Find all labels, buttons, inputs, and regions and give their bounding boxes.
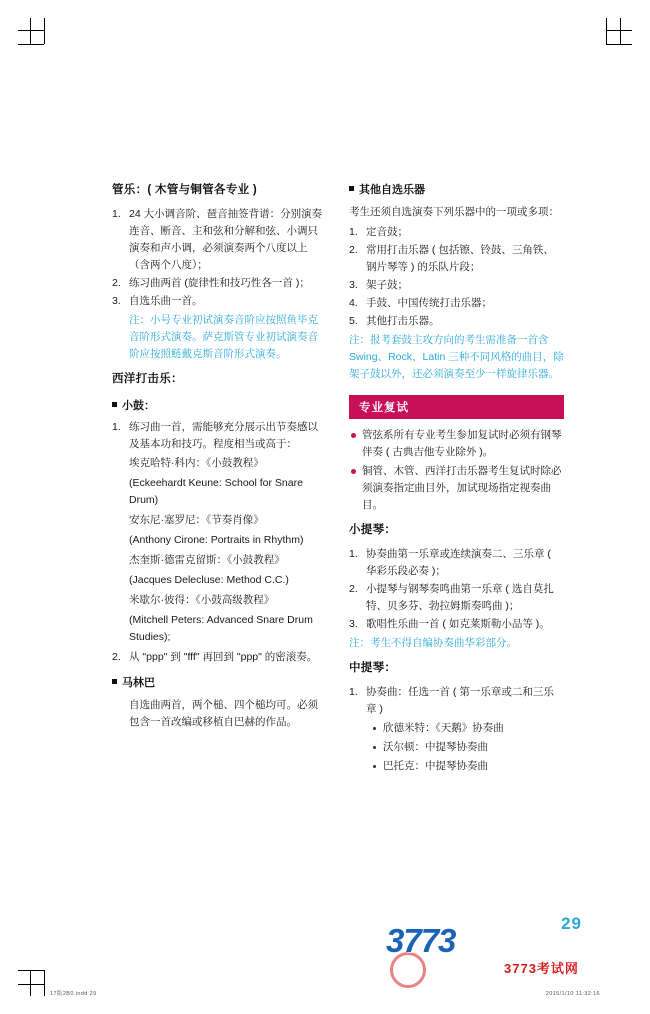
viola-concerto-options: [349, 720, 564, 775]
reference-line: 埃克哈特·科内：《小鼓教程》: [129, 457, 264, 469]
retest-bullet-list: [349, 427, 564, 514]
heading-violin: 小提琴：: [349, 523, 397, 536]
list-number: 2.: [349, 243, 358, 256]
heading-viola: 中提琴：: [349, 661, 397, 674]
list-item: [349, 295, 564, 312]
snare-requirements-list: [112, 419, 327, 453]
list-text: 练习曲一首，需能够充分展示出节奏感以及基本功和技巧。程度相当或高于：: [129, 421, 318, 450]
crop-mark-top-left-h: [18, 44, 44, 45]
list-number: 4.: [349, 296, 358, 309]
watermark-main-text: 3773: [386, 922, 456, 959]
right-column: [349, 182, 564, 777]
left-column: [112, 182, 327, 777]
crop-mark-top-right-v: [606, 18, 607, 44]
list-number: 1.: [349, 686, 358, 698]
heading-snare-drum: [112, 398, 327, 415]
crop-mark-top-right-h: [606, 44, 632, 45]
list-number: 3.: [349, 278, 358, 291]
crop-mark-top-right-h2: [606, 30, 632, 31]
list-number: 3.: [349, 617, 358, 630]
list-text: 常用打击乐器 ( 包括镲、铃鼓、三角铁、钢片琴等 ) 的乐队片段；: [366, 243, 554, 273]
watermark-sub-text: 3773考试网: [504, 961, 579, 976]
square-bullet-icon: [349, 186, 354, 191]
note-percussion: 注：报考套鼓主攻方向的考生需准备一首含 Swing、Rock、Latin 三种不同风格的曲目，除架子鼓以外，还必须演奏至少一样旋律乐器。: [349, 333, 564, 380]
reference-line: (Anthony Cirone: Portraits in Rhythm): [129, 534, 304, 546]
list-item: [112, 275, 327, 292]
list-item: [349, 224, 564, 241]
list-text: 自选乐曲一首。: [129, 295, 203, 308]
list-item: 管弦系所有专业考生参加复试时必须有钢琴伴奏 ( 古典吉他专业除外 )。: [349, 427, 564, 461]
footer-file-label: 17版2B0.indd 29: [50, 991, 97, 997]
list-item: [112, 293, 327, 310]
list-number: 2.: [112, 277, 121, 290]
crop-mark-top-left-v2: [30, 18, 31, 44]
heading-wind-instruments: 管乐：( 木管与铜管各专业 ): [112, 184, 258, 196]
snare-reference-list: [112, 455, 327, 646]
note-violin: 注：考生不得自编协奏曲华彩部分。: [349, 636, 517, 649]
list-item: 铜管、木管、西洋打击乐器考生复试时除必须演奏指定曲目外，加试现场指定视奏曲目。: [349, 463, 564, 514]
list-number: 1.: [349, 547, 358, 560]
crop-mark-bottom-left-h: [18, 970, 44, 971]
list-item: [349, 313, 564, 330]
heading-marimba-label: 马林巴: [122, 677, 155, 689]
heading-marimba: [112, 675, 327, 692]
list-item: [349, 616, 564, 633]
list-number: 1.: [349, 225, 358, 238]
list-item: [112, 649, 327, 666]
list-item: [349, 546, 564, 580]
list-text: 协奏曲：任选一首 ( 第一乐章或二和三乐章 ): [366, 686, 554, 715]
list-number: 2.: [349, 582, 358, 595]
page-number: 29: [561, 914, 582, 933]
crop-mark-bottom-left-h2: [18, 984, 44, 985]
footer-timestamp: 2015/1/10 11:32:16: [545, 991, 600, 997]
other-instruments-intro: 考生还须自选演奏下列乐器中的一项或多项：: [349, 205, 559, 218]
list-text: 手鼓、中国传统打击乐器；: [366, 296, 492, 309]
reference-line: 米歇尔·彼得：《小鼓高级教程》: [129, 594, 275, 606]
list-number: 2.: [112, 651, 121, 663]
list-text: 架子鼓；: [366, 278, 408, 291]
list-text: 24 大小调音阶、琶音抽签背谱：分别演奏连音、断音、主和弦和分解和弦、小调只演奏和声小调，必须演奏两个八度以上（含两个八度）；: [129, 208, 323, 272]
crop-mark-bottom-left-v: [44, 970, 45, 996]
crop-mark-top-right-v2: [620, 18, 621, 44]
list-item: [349, 277, 564, 294]
list-number: 1.: [112, 208, 121, 221]
watermark-ring-icon: [390, 952, 426, 988]
list-text: 协奏曲第一乐章或连续演奏二、三乐章 ( 华彩乐段必奏 )；: [366, 547, 551, 577]
list-text: 从 "ppp" 到 "fff" 再回到 "ppp" 的密滚奏。: [129, 651, 318, 663]
list-item: [349, 242, 564, 276]
crop-mark-top-left-h2: [18, 30, 44, 31]
list-number: 1.: [112, 421, 121, 433]
list-number: 5.: [349, 314, 358, 327]
list-item: 沃尔顿：中提琴协奏曲: [373, 739, 564, 756]
reference-line: (Eckeehardt Keune: School for Snare Drum): [129, 477, 303, 506]
heading-percussion: 西洋打击乐：: [112, 373, 183, 386]
list-text: 练习曲两首 (旋律性和技巧性各一首 )；: [129, 277, 310, 290]
crop-mark-top-left-v: [44, 18, 45, 44]
section-band-retest: 专业复试: [349, 395, 564, 419]
wind-requirements-list: [112, 206, 327, 310]
list-text: 小提琴与钢琴奏鸣曲第一乐章 ( 选自莫扎特、贝多芬、勃拉姆斯奏鸣曲 )；: [366, 582, 554, 612]
list-text: 歌唱性乐曲一首 ( 如克莱斯勒小品等 )。: [366, 617, 550, 630]
list-item: [349, 581, 564, 615]
list-item: [349, 684, 564, 718]
list-item: [112, 419, 327, 453]
heading-snare-drum-label: 小鼓：: [122, 399, 155, 412]
square-bullet-icon: [112, 679, 117, 684]
list-text: 其他打击乐器。: [366, 314, 440, 327]
list-item: [112, 206, 327, 274]
reference-line: 安东尼·塞罗尼：《节奏肖像》: [129, 514, 264, 526]
reference-line: (Jacques Delecluse: Method C.C.): [129, 574, 289, 586]
list-text: 定音鼓；: [366, 225, 408, 238]
violin-requirements-list: [349, 546, 564, 633]
other-instruments-list: [349, 224, 564, 330]
viola-requirements-list: [349, 684, 564, 718]
list-item: 巴托克：中提琴协奏曲: [373, 758, 564, 775]
crop-mark-bottom-left-v2: [30, 970, 31, 996]
list-number: 3.: [112, 295, 121, 308]
reference-line: 杰奎斯·德雷克留斯：《小鼓教程》: [129, 554, 285, 566]
marimba-requirement-text: 自选曲两首，两个槌、四个槌均可。必须包含一首改编或移植自巴赫的作品。: [129, 698, 318, 728]
snare-requirements-list-2: [112, 649, 327, 666]
heading-other-instruments: [349, 182, 564, 199]
square-bullet-icon: [112, 402, 117, 407]
two-column-body: [112, 182, 564, 777]
heading-other-instruments-label: 其他自选乐器: [359, 184, 425, 196]
note-wind: 注：小号专业初试演奏音阶应按照鱼毕克音阶形式演奏。萨克斯管专业初试演奏音阶应按照鲢戴克斯音阶形式演奏。: [129, 314, 318, 361]
list-item: 欣德米特：《天鹅》协奏曲: [373, 720, 564, 737]
reference-line: (Mitchell Peters: Advanced Snare Drum Studies);: [129, 614, 313, 643]
